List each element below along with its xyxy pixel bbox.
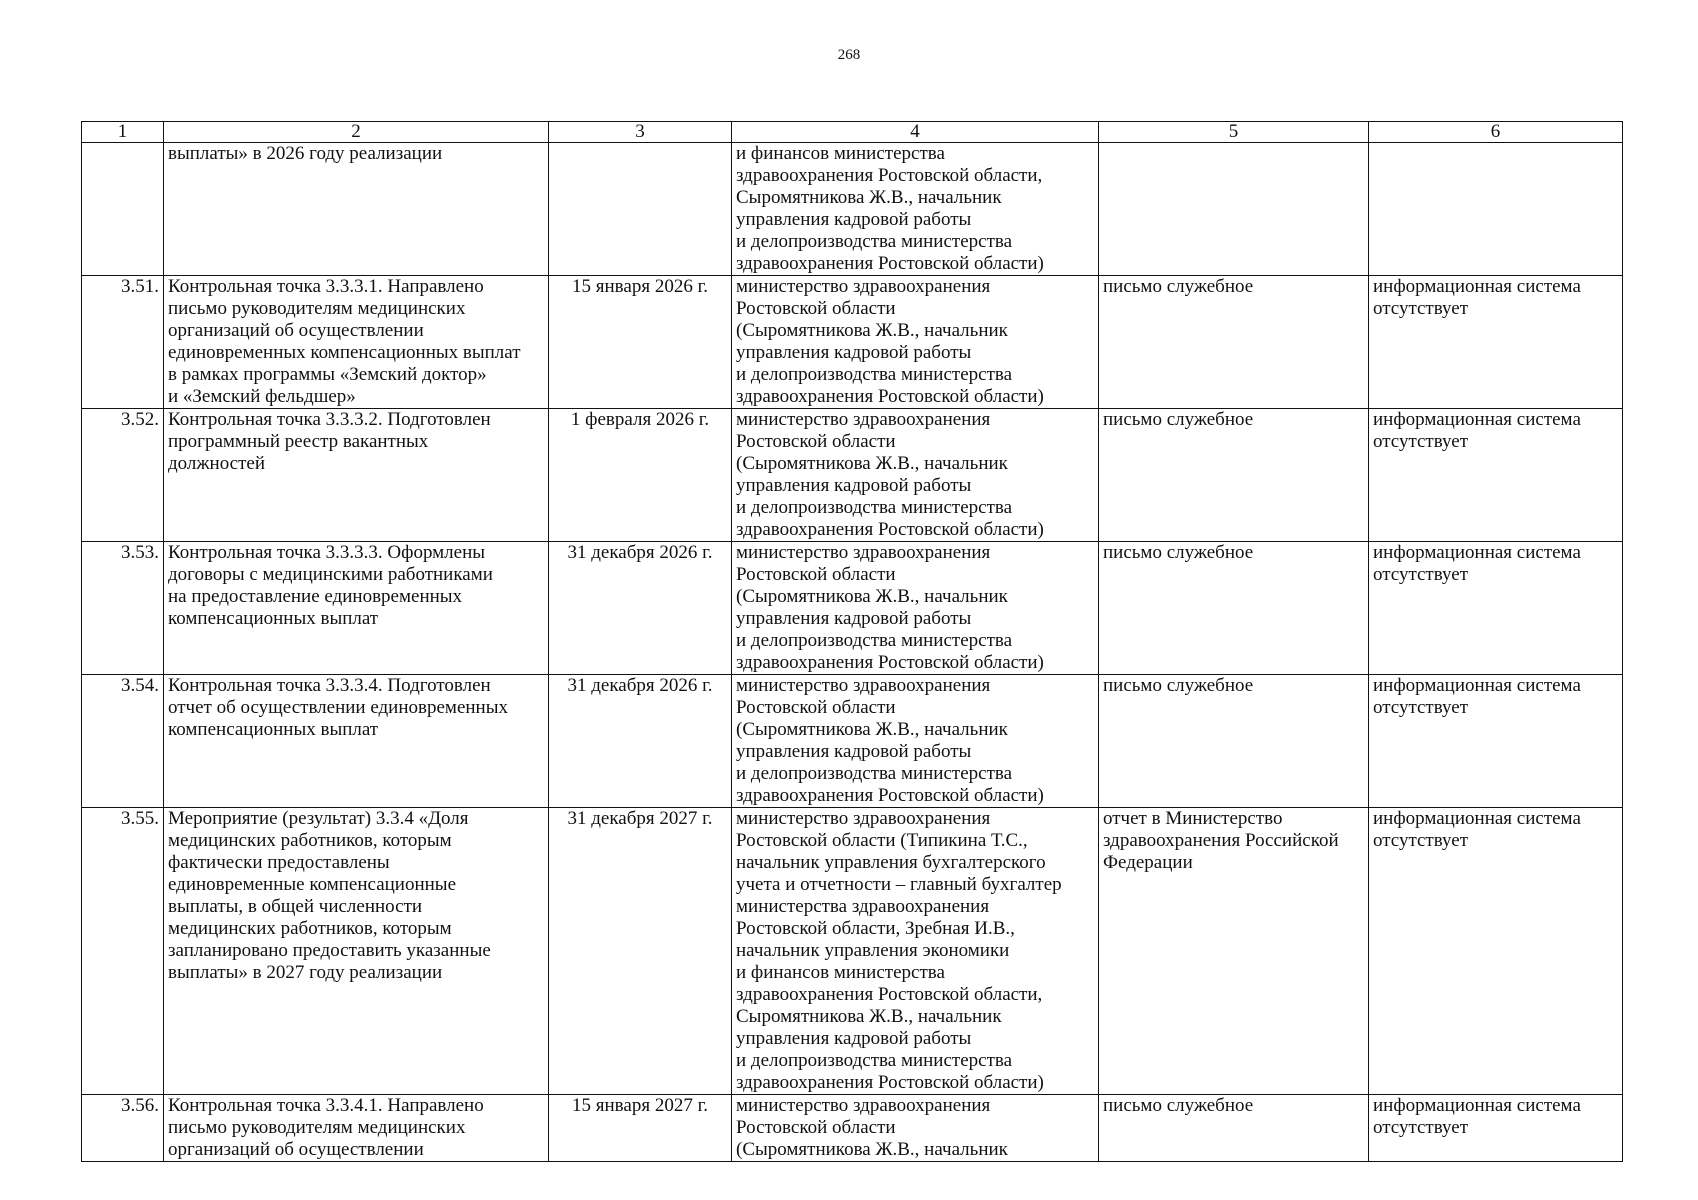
event-name-cell-line: организаций об осуществлении [168, 320, 424, 341]
event-name-cell-line: письмо руководителям медицинских [168, 298, 466, 319]
responsible-cell-line: здравоохранения Ростовской области) [736, 785, 1044, 806]
responsible-cell-line: здравоохранения Ростовской области) [736, 386, 1044, 407]
column-header-6: 6 [1369, 122, 1623, 143]
responsible-cell-line: управления кадровой работы [736, 608, 972, 629]
responsible-cell [732, 808, 1099, 1095]
table-row [82, 276, 1623, 409]
event-name-cell-line: выплаты, в общей численности [168, 896, 423, 917]
responsible-cell [732, 276, 1099, 409]
info-system-cell-line: информационная система [1373, 808, 1581, 829]
info-system-cell [1369, 143, 1623, 276]
due-date-cell [549, 143, 732, 276]
responsible-cell-line: министерство здравоохранения [736, 276, 991, 297]
due-date-cell: 15 января 2026 г. [549, 276, 732, 409]
responsible-cell-line: министерство здравоохранения [736, 675, 991, 696]
table-row [82, 808, 1623, 1095]
responsible-cell-line: (Сыромятникова Ж.В., начальник [736, 1139, 1008, 1160]
document-type-cell-line: письмо служебное [1103, 276, 1254, 297]
row-number: 3.51. [82, 276, 164, 409]
responsible-cell-line: управления кадровой работы [736, 741, 972, 762]
due-date-cell: 31 декабря 2026 г. [549, 675, 732, 808]
event-name-cell-line: компенсационных выплат [168, 719, 379, 740]
document-type-cell [1099, 675, 1369, 808]
table-row [82, 1095, 1623, 1162]
responsible-cell-line: и делопроизводства министерства [736, 364, 1013, 385]
event-name-cell [164, 409, 549, 542]
event-name-cell-line: Контрольная точка 3.3.4.1. Направлено [168, 1095, 484, 1116]
page-number: 268 [837, 47, 861, 63]
table-header-row [82, 122, 1623, 143]
responsible-cell-line: (Сыромятникова Ж.В., начальник [736, 320, 1008, 341]
event-name-cell-line: организаций об осуществлении [168, 1139, 424, 1160]
event-name-cell-line: Контрольная точка 3.3.3.2. Подготовлен [168, 409, 491, 430]
event-name-cell-line: в рамках программы «Земский доктор» [168, 364, 487, 385]
responsible-cell-line: Ростовской области [736, 697, 896, 718]
responsible-cell-line: управления кадровой работы [736, 1028, 972, 1049]
due-date-cell: 31 декабря 2026 г. [549, 542, 732, 675]
responsible-cell-line: Ростовской области (Типикина Т.С., [736, 830, 1028, 851]
responsible-cell-line: министерства здравоохранения [736, 896, 990, 917]
column-header-2: 2 [164, 122, 549, 143]
event-name-cell-line: договоры с медицинскими работниками [168, 564, 493, 585]
info-system-cell [1369, 675, 1623, 808]
due-date-cell: 15 января 2027 г. [549, 1095, 732, 1162]
document-type-cell [1099, 542, 1369, 675]
responsible-cell-line: министерство здравоохранения [736, 409, 991, 430]
responsible-cell-line: учета и отчетности – главный бухгалтер [736, 874, 1062, 895]
responsible-cell-line: здравоохранения Ростовской области) [736, 519, 1044, 540]
event-name-cell-line: Мероприятие (результат) 3.3.4 «Доля [168, 808, 469, 829]
info-system-cell-line: отсутствует [1373, 564, 1469, 585]
info-system-cell-line: информационная система [1373, 1095, 1581, 1116]
info-system-cell [1369, 1095, 1623, 1162]
table-row [82, 143, 1623, 276]
event-name-cell-line: на предоставление единовременных [168, 586, 463, 607]
responsible-cell-line: и делопроизводства министерства [736, 231, 1013, 252]
row-number: 3.52. [82, 409, 164, 542]
info-system-cell-line: информационная система [1373, 276, 1581, 297]
info-system-cell [1369, 409, 1623, 542]
info-system-cell [1369, 276, 1623, 409]
due-date-cell: 1 февраля 2026 г. [549, 409, 732, 542]
document-type-cell-line: письмо служебное [1103, 1095, 1254, 1116]
document-type-cell-line: письмо служебное [1103, 675, 1254, 696]
event-name-cell [164, 808, 549, 1095]
info-system-cell-line: отсутствует [1373, 298, 1469, 319]
document-type-cell-line: письмо служебное [1103, 409, 1254, 430]
responsible-cell-line: и финансов министерства [736, 143, 945, 164]
event-name-cell-line: медицинских работников, которым [168, 918, 452, 939]
info-system-cell-line: отсутствует [1373, 830, 1469, 851]
row-number: 3.55. [82, 808, 164, 1095]
responsible-cell-line: здравоохранения Ростовской области) [736, 1072, 1044, 1093]
responsible-cell-line: (Сыромятникова Ж.В., начальник [736, 586, 1008, 607]
responsible-cell-line: начальник управления экономики [736, 940, 1010, 961]
column-header-5: 5 [1099, 122, 1369, 143]
event-name-cell [164, 276, 549, 409]
responsible-cell-line: здравоохранения Ростовской области, [736, 165, 1043, 186]
responsible-cell [732, 675, 1099, 808]
event-name-cell-line: Контрольная точка 3.3.3.3. Оформлены [168, 542, 486, 563]
event-name-cell-line: Контрольная точка 3.3.3.1. Направлено [168, 276, 484, 297]
event-name-cell [164, 542, 549, 675]
responsible-cell [732, 143, 1099, 276]
event-name-cell-line: единовременных компенсационных выплат [168, 342, 521, 363]
responsible-cell-line: Ростовской области [736, 1117, 896, 1138]
responsible-cell-line: (Сыромятникова Ж.В., начальник [736, 453, 1008, 474]
responsible-cell-line: начальник управления бухгалтерского [736, 852, 1046, 873]
event-name-cell-line: должностей [168, 453, 266, 474]
responsible-cell-line: (Сыромятникова Ж.В., начальник [736, 719, 1008, 740]
column-header-1: 1 [82, 122, 164, 143]
document-type-cell-line: Федерации [1103, 852, 1193, 873]
responsible-cell-line: Ростовской области [736, 298, 896, 319]
info-system-cell-line: информационная система [1373, 675, 1581, 696]
document-type-cell-line: письмо служебное [1103, 542, 1254, 563]
responsible-cell-line: и делопроизводства министерства [736, 763, 1013, 784]
responsible-cell-line: и финансов министерства [736, 962, 945, 983]
info-system-cell-line: отсутствует [1373, 431, 1469, 452]
responsible-cell-line: Ростовской области [736, 564, 896, 585]
row-number: 3.54. [82, 675, 164, 808]
row-number: 3.56. [82, 1095, 164, 1162]
document-type-cell [1099, 276, 1369, 409]
info-system-cell-line: отсутствует [1373, 1117, 1469, 1138]
responsible-cell [732, 542, 1099, 675]
responsible-cell-line: Сыромятникова Ж.В., начальник [736, 1006, 1002, 1027]
responsible-cell-line: здравоохранения Ростовской области) [736, 652, 1044, 673]
responsible-cell-line: управления кадровой работы [736, 342, 972, 363]
table-row [82, 675, 1623, 808]
responsible-cell-line: Ростовской области, Зребная И.В., [736, 918, 1015, 939]
event-name-cell [164, 1095, 549, 1162]
document-type-cell [1099, 808, 1369, 1095]
control-points-table [81, 121, 1623, 1162]
event-name-cell-line: единовременные компенсационные [168, 874, 456, 895]
document-type-cell [1099, 143, 1369, 276]
responsible-cell-line: министерство здравоохранения [736, 1095, 991, 1116]
document-type-cell [1099, 1095, 1369, 1162]
table-row [82, 409, 1623, 542]
row-number [82, 143, 164, 276]
event-name-cell-line: выплаты» в 2026 году реализации [168, 143, 443, 164]
row-number: 3.53. [82, 542, 164, 675]
event-name-cell-line: и «Земский фельдшер» [168, 386, 356, 407]
document-type-cell [1099, 409, 1369, 542]
event-name-cell-line: отчет об осуществлении единовременных [168, 697, 508, 718]
responsible-cell-line: министерство здравоохранения [736, 542, 991, 563]
column-header-3: 3 [549, 122, 732, 143]
event-name-cell-line: запланировано предоставить указанные [168, 940, 491, 961]
table-row [82, 542, 1623, 675]
event-name-cell-line: компенсационных выплат [168, 608, 379, 629]
event-name-cell-line: Контрольная точка 3.3.3.4. Подготовлен [168, 675, 491, 696]
info-system-cell-line: информационная система [1373, 409, 1581, 430]
column-header-4: 4 [732, 122, 1099, 143]
responsible-cell-line: и делопроизводства министерства [736, 630, 1013, 651]
responsible-cell-line: управления кадровой работы [736, 475, 972, 496]
table-body [82, 143, 1623, 1162]
info-system-cell [1369, 542, 1623, 675]
document-type-cell-line: здравоохранения Российской [1103, 830, 1339, 851]
event-name-cell [164, 675, 549, 808]
event-name-cell-line: программный реестр вакантных [168, 431, 429, 452]
responsible-cell-line: и делопроизводства министерства [736, 1050, 1013, 1071]
due-date-cell: 31 декабря 2027 г. [549, 808, 732, 1095]
event-name-cell-line: фактически предоставлены [168, 852, 390, 873]
responsible-cell-line: и делопроизводства министерства [736, 497, 1013, 518]
responsible-cell-line: здравоохранения Ростовской области) [736, 253, 1044, 274]
responsible-cell-line: управления кадровой работы [736, 209, 972, 230]
event-name-cell-line: письмо руководителям медицинских [168, 1117, 466, 1138]
event-name-cell [164, 143, 549, 276]
responsible-cell-line: здравоохранения Ростовской области, [736, 984, 1043, 1005]
info-system-cell-line: информационная система [1373, 542, 1581, 563]
responsible-cell-line: министерство здравоохранения [736, 808, 991, 829]
event-name-cell-line: выплаты» в 2027 году реализации [168, 962, 443, 983]
responsible-cell-line: Сыромятникова Ж.В., начальник [736, 187, 1002, 208]
responsible-cell [732, 1095, 1099, 1162]
info-system-cell [1369, 808, 1623, 1095]
responsible-cell-line: Ростовской области [736, 431, 896, 452]
info-system-cell-line: отсутствует [1373, 697, 1469, 718]
document-type-cell-line: отчет в Министерство [1103, 808, 1283, 829]
responsible-cell [732, 409, 1099, 542]
event-name-cell-line: медицинских работников, которым [168, 830, 452, 851]
